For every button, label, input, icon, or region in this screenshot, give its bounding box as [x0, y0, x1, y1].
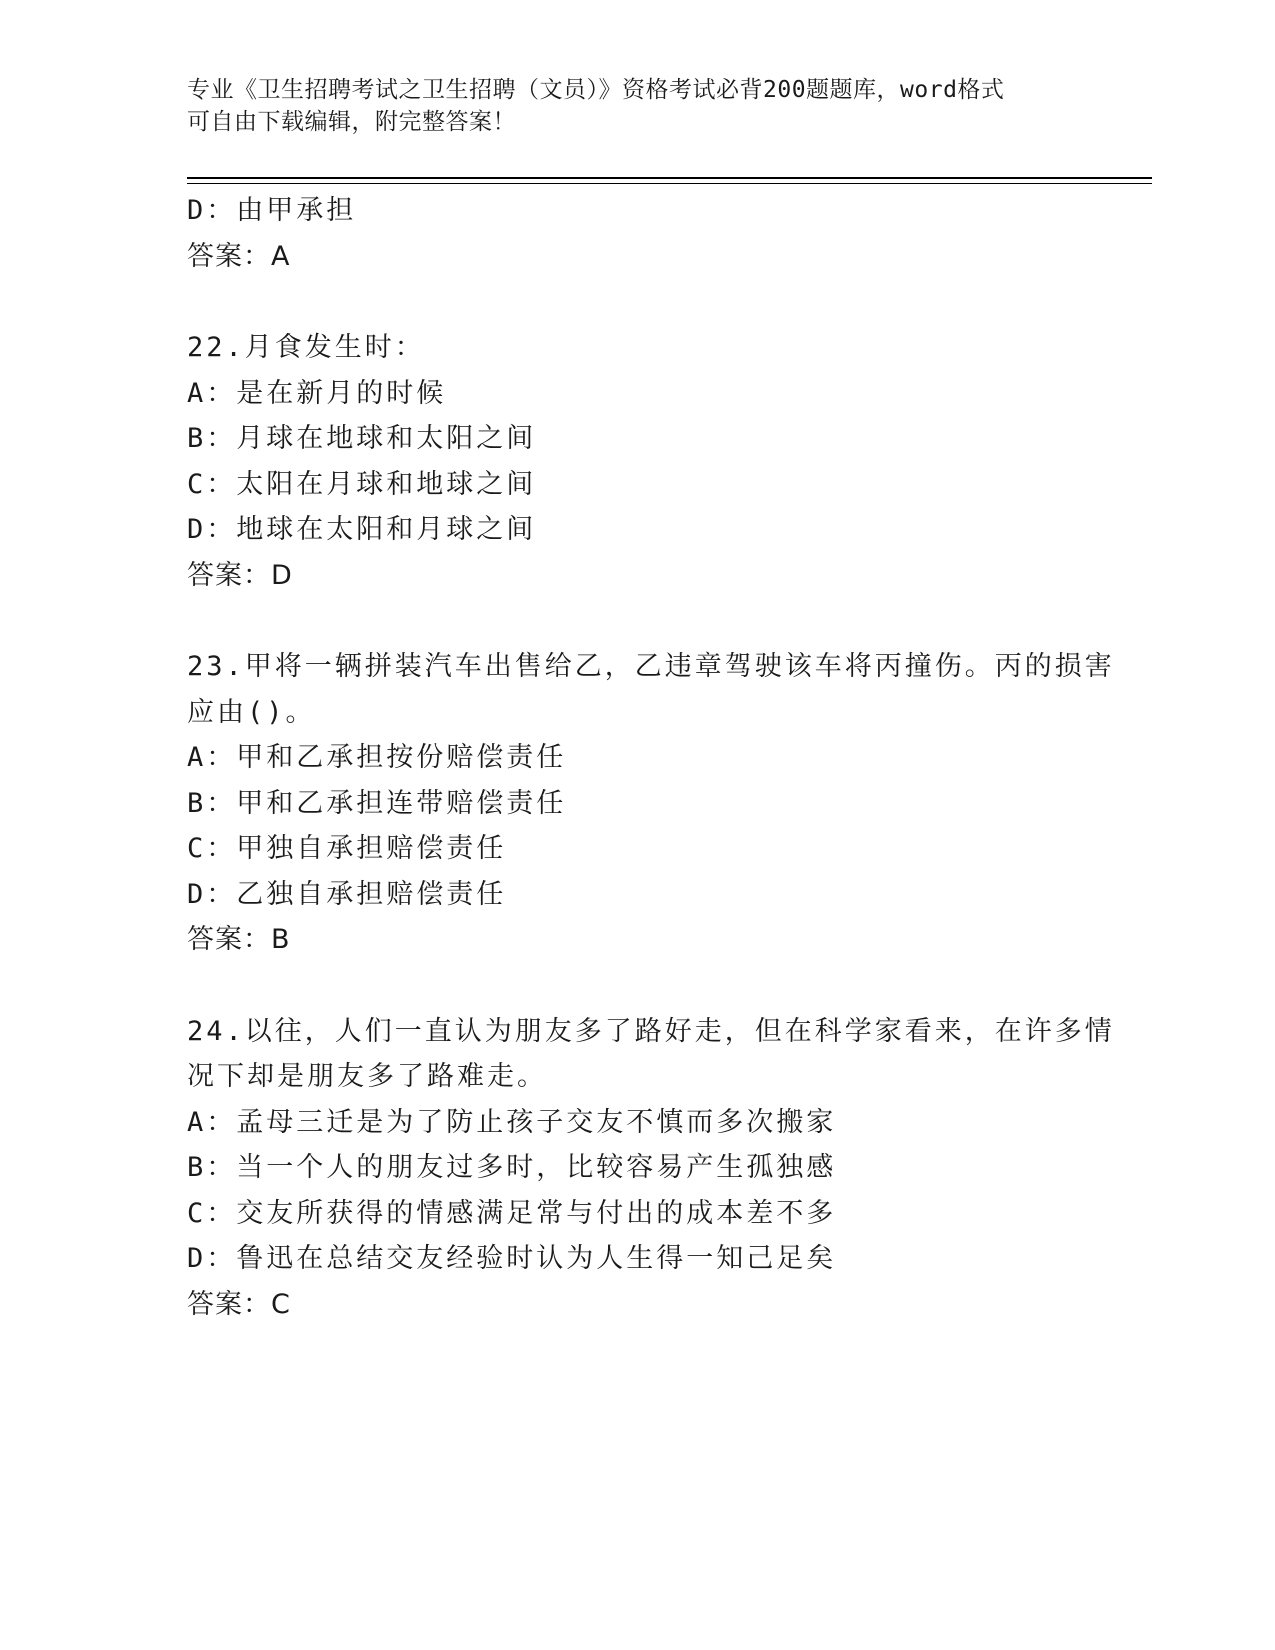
header-divider-thick	[187, 177, 1152, 179]
option-d: D：鲁迅在总结交友经验时认为人生得一知己足矣	[187, 1243, 837, 1274]
option-a: A：是在新月的时候	[187, 377, 447, 409]
question-text-line-2: 况下却是朋友多了路难走。	[187, 1061, 547, 1092]
question-block-24	[187, 1009, 1115, 1328]
spacer	[187, 279, 1087, 325]
question-list	[187, 188, 1115, 1327]
question-block-22	[187, 325, 1087, 598]
question-block-21	[187, 188, 1087, 279]
option-a: A：甲和乙承担按份赔偿责任	[187, 742, 567, 773]
option-b: B：甲和乙承担连带赔偿责任	[187, 787, 567, 819]
option-d: D：地球在太阳和月球之间	[187, 514, 537, 545]
spacer	[187, 963, 1087, 1009]
option-b: B：月球在地球和太阳之间	[187, 423, 537, 454]
header-title-line-1: 专业《卫生招聘考试之卫生招聘（文员）》资格考试必背200题题库，word格式	[187, 77, 1005, 103]
question-text: 22.月食发生时：	[187, 332, 425, 363]
option-d: D：乙独自承担赔偿责任	[187, 878, 507, 910]
question-text-line-1: 24.以往，人们一直认为朋友多了路好走，但在科学家看来，在许多情	[187, 1015, 1115, 1047]
answer-line: 答案：B	[187, 924, 291, 955]
answer-line: 答案：D	[187, 559, 293, 591]
spacer	[187, 598, 1087, 644]
option-c: C：太阳在月球和地球之间	[187, 468, 537, 500]
option-d: D：由甲承担	[187, 195, 357, 226]
option-a: A：孟母三迁是为了防止孩子交友不慎而多次搬家	[187, 1106, 837, 1138]
answer-line: 答案：A	[187, 240, 291, 272]
option-c: C：交友所获得的情感满足常与付出的成本差不多	[187, 1197, 837, 1229]
option-b: B：当一个人的朋友过多时，比较容易产生孤独感	[187, 1152, 837, 1183]
answer-line: 答案：C	[187, 1288, 291, 1320]
question-text-line-2: 应由()。	[187, 696, 316, 728]
question-block-23	[187, 644, 1115, 963]
question-text-line-1: 23.甲将一辆拼装汽车出售给乙，乙违章驾驶该车将丙撞伤。丙的损害	[187, 651, 1115, 682]
header-title-line-2: 可自由下载编辑，附完整答案！	[187, 109, 516, 135]
option-c: C：甲独自承担赔偿责任	[187, 833, 507, 864]
document-header	[187, 74, 1067, 138]
header-divider-thin	[187, 183, 1152, 184]
